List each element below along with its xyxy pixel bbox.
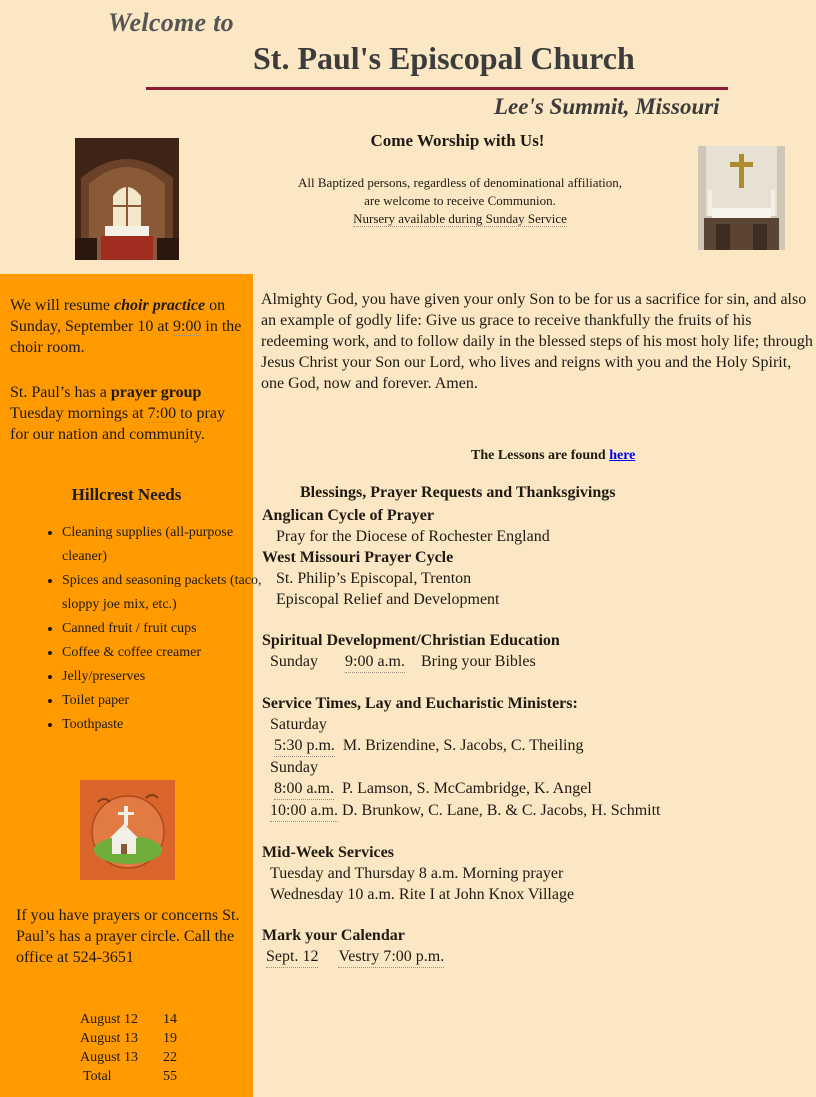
spiritual-time: 9:00 a.m. (345, 651, 405, 673)
list-item: • Toilet paper (62, 689, 262, 713)
table-row (80, 1010, 193, 1029)
choir-time: 9:00 (172, 318, 202, 335)
attendance-count: 14 (163, 1012, 177, 1027)
list-item: • Coffee & coffee creamer (62, 641, 262, 665)
prayer-group-notice (10, 382, 246, 445)
sunday-late-ministers: D. Brunkow, C. Lane, B. & C. Jacobs, H. Schmitt (342, 802, 661, 819)
attendance-total: 55 (163, 1069, 177, 1084)
attendance-count: 19 (163, 1031, 177, 1046)
calendar-date: Sept. 12 (266, 946, 318, 968)
spiritual-day: Sunday (270, 653, 318, 670)
saturday-service-line (262, 735, 812, 757)
spacer (262, 673, 812, 693)
midweek-services-heading: Mid-Week Services (262, 844, 394, 861)
list-item: • Cleaning supplies (all-purpose cleaner) (62, 521, 262, 569)
nursery-line (255, 210, 665, 228)
spacer (262, 610, 812, 630)
collect-prayer: Almighty God, you have given your only Son to be for us a sacrifice for sin, and also an example of godly life: Give us grace to receive thankfully the fruits of his redeeming work, and to follow daily in the blessed steps of his most holy life; through Jesus Christ your Son our Lord, who lives and reigns with you and the Holy Spirit, one God, now and forever. Amen. (261, 291, 813, 392)
attendance-date: August 13 (80, 1031, 138, 1046)
church-location: Lee's Summit, Missouri (494, 94, 720, 119)
list-item: • Canned fruit / fruit cups (62, 617, 262, 641)
spiritual-development-heading: Spiritual Development/Christian Education (262, 632, 560, 649)
communion-line-2: are welcome to receive Communion. (364, 193, 556, 208)
sunday-late-time: 10:00 a.m. (270, 800, 338, 822)
hillcrest-needs-list (42, 521, 262, 737)
midweek-service-line: Wednesday 10 a.m. Rite I at John Knox Village (270, 886, 575, 903)
choir-text-pre: We will resume (10, 297, 115, 314)
calendar-heading: Mark your Calendar (262, 927, 405, 944)
prayer-group-text-mid: Tuesday mornings at (10, 405, 148, 422)
announcements (262, 505, 812, 968)
list-item: • Toothpaste (62, 713, 262, 737)
church-name-title: St. Paul's Episcopal Church (253, 40, 635, 76)
church-altar-photo (698, 146, 785, 250)
hillcrest-needs-heading: Hillcrest Needs (71, 485, 182, 504)
sunday-label: Sunday (270, 759, 318, 776)
list-item: • Spices and seasoning packets (taco, sloppy joe mix, etc.) (62, 569, 262, 617)
saturday-label: Saturday (270, 716, 327, 733)
nursery-text: Nursery available during Sunday Service (353, 211, 567, 226)
prayer-group-time: 7:00 (147, 405, 177, 422)
prayers-of-the-church-logo (80, 780, 175, 880)
sunday-early-time: 8:00 a.m. (274, 778, 334, 800)
west-missouri-item: Episcopal Relief and Development (276, 591, 500, 608)
attendance-date: August 13 (80, 1050, 138, 1065)
choir-text-mid: on Sunday, September 10 at (10, 297, 226, 335)
lessons-text: The Lessons are found (471, 448, 610, 463)
west-missouri-heading: West Missouri Prayer Cycle (262, 549, 454, 566)
lessons-link[interactable]: here (609, 448, 636, 463)
attendance-date: August 12 (80, 1012, 138, 1027)
list-item: • Jelly/preserves (62, 665, 262, 689)
saturday-ministers: M. Brizendine, S. Jacobs, C. Theiling (342, 737, 584, 754)
prayers-logo-illustration (80, 780, 175, 880)
saturday-time: 5:30 p.m. (274, 735, 335, 757)
attendance-count: 22 (163, 1050, 177, 1065)
blessings-heading: Blessings, Prayer Requests and Thanksgivings (300, 484, 616, 501)
spacer (262, 905, 812, 925)
altar-cross-illustration (698, 146, 785, 250)
spacer (262, 822, 812, 842)
lessons-line (471, 448, 635, 464)
prayer-group-text-pre: St. Paul’s has a (10, 384, 111, 401)
midweek-service-line: Tuesday and Thursday 8 a.m. Morning prayer (270, 865, 564, 882)
prayer-circle-notice: If you have prayers or concerns St. Paul’s has a prayer circle. Call the office at 524-3651 (16, 907, 240, 966)
attendance-total-label: Total (83, 1069, 112, 1084)
sunday-late-service-line (262, 800, 812, 822)
west-missouri-item: St. Philip’s Episcopal, Trenton (276, 570, 472, 587)
church-nave-illustration (75, 138, 179, 260)
welcome-heading: Welcome to (108, 8, 234, 37)
choir-text-post: in the choir room. (10, 318, 242, 356)
worship-heading: Come Worship with Us! (370, 131, 545, 150)
table-row (80, 1029, 193, 1048)
table-row (80, 1067, 193, 1086)
sunday-early-ministers: P. Lamson, S. McCambridge, K. Angel (342, 780, 592, 797)
spiritual-development-line (262, 651, 812, 673)
spiritual-note: Bring your Bibles (421, 653, 536, 670)
table-row (80, 1048, 193, 1067)
calendar-entry (262, 946, 812, 968)
attendance-table (80, 1010, 193, 1086)
choir-practice-emphasis: choir practice (114, 297, 206, 314)
header-divider (146, 87, 728, 90)
calendar-event: Vestry 7:00 p.m. (338, 946, 444, 968)
prayer-group-emphasis: prayer group (110, 384, 202, 401)
prayer-group-text-post: to pray for our nation and community. (10, 405, 225, 443)
welcome-text (255, 174, 665, 228)
service-times-heading: Service Times, Lay and Eucharistic Ministers: (262, 695, 578, 712)
anglican-cycle-item: Pray for the Diocese of Rochester England (276, 528, 550, 545)
communion-line-1: All Baptized persons, regardless of denominational affiliation, (298, 175, 622, 190)
church-nave-photo (75, 138, 179, 260)
anglican-cycle-heading: Anglican Cycle of Prayer (262, 507, 434, 524)
sunday-early-service-line (262, 778, 812, 800)
choir-practice-notice (10, 295, 246, 358)
